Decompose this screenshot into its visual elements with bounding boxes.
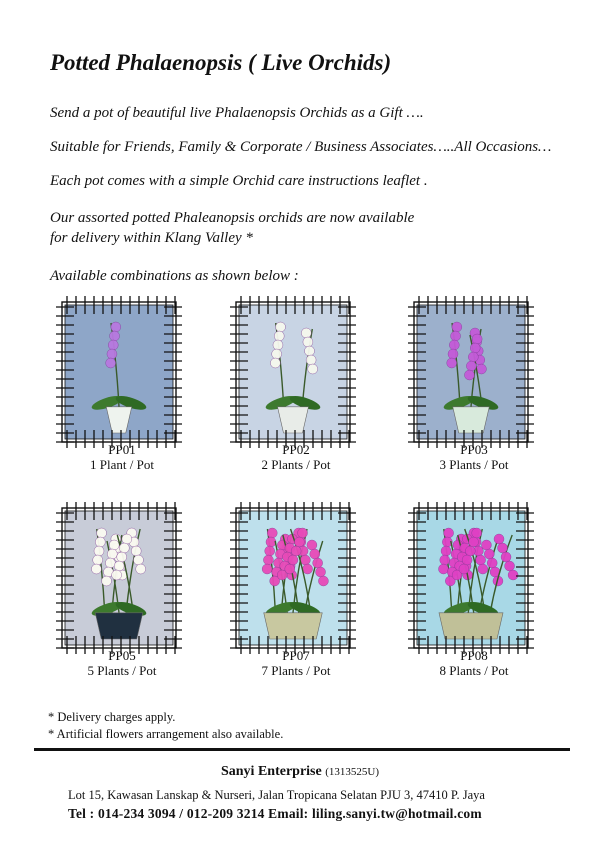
product-description: 5 Plants / Pot	[87, 663, 157, 678]
company-address: Lot 15, Kawasan Lanskap & Nurseri, Jalan Tropicana Selatan PJU 3, 47410 P. Jaya	[68, 788, 485, 802]
notes	[48, 709, 283, 743]
product-card-pp05[interactable]	[62, 508, 182, 678]
product-photo-frame	[414, 302, 528, 442]
product-photo-frame	[62, 302, 176, 442]
product-code: PP05	[108, 648, 136, 663]
product-card-pp08[interactable]	[414, 508, 534, 678]
grill-frame	[56, 296, 182, 448]
intro-occasions-line: Suitable for Friends, Family & Corporate / Business Associates…..All Occasions…	[50, 139, 552, 155]
product-code: PP02	[282, 442, 310, 457]
product-photo-frame	[62, 508, 176, 648]
note-delivery: * Delivery charges apply.	[48, 710, 176, 724]
page-title: Potted Phalaenopsis ( Live Orchids)	[50, 50, 392, 75]
product-description: 7 Plants / Pot	[261, 663, 331, 678]
product-photo-frame	[236, 508, 350, 648]
product-card-pp07[interactable]	[236, 508, 356, 678]
product-photo-frame	[236, 302, 350, 442]
grill-frame	[408, 502, 534, 654]
company-registration: (1313525U)	[325, 766, 379, 778]
grill-frame	[408, 296, 534, 448]
company-name: Sanyi Enterprise	[220, 764, 322, 779]
product-description: 1 Plant / Pot	[90, 457, 154, 472]
intro-combinations-line: Available combinations as shown below :	[50, 268, 299, 284]
grill-frame	[56, 502, 182, 654]
product-description: 3 Plants / Pot	[439, 457, 509, 472]
intro-availability-line: Our assorted potted Phaleanopsis orchids are now available	[50, 210, 415, 226]
product-card-pp03[interactable]	[414, 302, 534, 472]
grill-frame	[230, 502, 356, 654]
intro-gift-line: Send a pot of beautiful live Phalaenopsis Orchids as a Gift ….	[50, 105, 424, 121]
product-code: PP03	[460, 442, 488, 457]
company-contact[interactable]: Tel : 014-234 3094 / 012-209 3214 Email: liling.sanyi.tw@hotmail.com	[68, 806, 482, 821]
product-card-pp02[interactable]	[236, 302, 356, 472]
note-artificial: * Artificial flowers arrangement also available.	[48, 727, 284, 741]
product-photo-frame	[414, 508, 528, 648]
product-description: 2 Plants / Pot	[261, 457, 331, 472]
product-code: PP08	[460, 648, 488, 663]
product-code: PP07	[282, 648, 310, 663]
product-code: PP01	[108, 442, 136, 457]
company-name-line	[0, 764, 600, 780]
product-card-pp01[interactable]	[62, 302, 182, 472]
grill-frame	[230, 296, 356, 448]
intro-leaflet-line: Each pot comes with a simple Orchid care instructions leaflet .	[50, 173, 428, 189]
intro-delivery-line: for delivery within Klang Valley *	[50, 230, 253, 246]
footer-divider	[34, 748, 570, 751]
product-description: 8 Plants / Pot	[439, 663, 509, 678]
